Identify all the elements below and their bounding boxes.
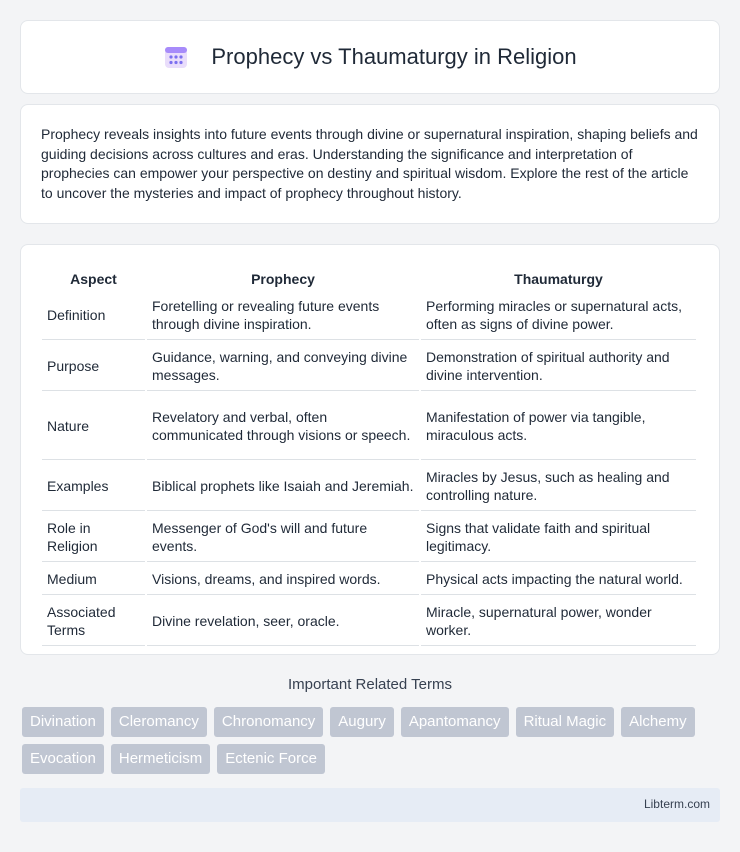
row-aspect: Associated Terms	[42, 597, 145, 646]
comparison-table	[40, 265, 698, 648]
table-row	[42, 513, 696, 562]
row-thaumaturgy: Signs that validate faith and spiritual legitimacy.	[421, 513, 696, 562]
row-thaumaturgy: Miracles by Jesus, such as healing and controlling nature.	[421, 462, 696, 511]
intro-card	[20, 104, 720, 224]
related-tag-alchemy[interactable]: Alchemy	[621, 707, 695, 737]
row-aspect: Purpose	[42, 342, 145, 391]
row-prophecy: Foretelling or revealing future events through divine inspiration.	[147, 291, 419, 340]
header-card	[20, 20, 720, 94]
table-row	[42, 564, 696, 595]
row-aspect: Nature	[42, 393, 145, 460]
related-terms-list	[22, 707, 722, 781]
row-thaumaturgy: Physical acts impacting the natural world.	[421, 564, 696, 595]
footer-site-link[interactable]: Libterm.com	[643, 797, 710, 811]
footer	[20, 788, 720, 822]
row-prophecy: Revelatory and verbal, often communicated through visions or speech.	[147, 393, 419, 460]
row-thaumaturgy: Manifestation of power via tangible, miraculous acts.	[421, 393, 696, 460]
table-row	[42, 393, 696, 460]
related-tag-augury[interactable]: Augury	[330, 707, 394, 737]
table-row	[42, 597, 696, 646]
table-row	[42, 291, 696, 340]
related-tag-evocation[interactable]: Evocation	[22, 744, 104, 774]
row-prophecy: Messenger of God's will and future events.	[147, 513, 419, 562]
related-tag-ectenic-force[interactable]: Ectenic Force	[217, 744, 325, 774]
table-row	[42, 342, 696, 391]
related-tag-ritual-magic[interactable]: Ritual Magic	[516, 707, 615, 737]
row-prophecy: Divine revelation, seer, oracle.	[147, 597, 419, 646]
row-thaumaturgy: Miracle, supernatural power, wonder worker.	[421, 597, 696, 646]
page-title: Prophecy vs Thaumaturgy in Religion	[211, 44, 577, 69]
row-prophecy: Guidance, warning, and conveying divine messages.	[147, 342, 419, 391]
row-aspect: Definition	[42, 291, 145, 340]
row-aspect: Medium	[42, 564, 145, 595]
row-thaumaturgy: Performing miracles or supernatural acts, often as signs of divine power.	[421, 291, 696, 340]
intro-text: Prophecy reveals insights into future events through divine or supernatural inspiration, shaping beliefs and guiding decisions across cultures and eras. Understanding the significance and interpretation of prophecies can empower your perspective on destiny and spiritual wisdom. Explore the rest of the article to uncover the mysteries and impact of prophecy throughout history.	[41, 126, 698, 201]
related-tag-chronomancy[interactable]: Chronomancy	[214, 707, 323, 737]
related-tag-divination[interactable]: Divination	[22, 707, 104, 737]
row-aspect: Role in Religion	[42, 513, 145, 562]
related-tag-cleromancy[interactable]: Cleromancy	[111, 707, 207, 737]
calendar-icon	[163, 44, 189, 70]
table-header-row	[42, 267, 696, 289]
row-prophecy: Visions, dreams, and inspired words.	[147, 564, 419, 595]
row-aspect: Examples	[42, 462, 145, 511]
header-aspect: Aspect	[70, 271, 117, 287]
header-thaumaturgy: Thaumaturgy	[514, 271, 603, 287]
row-thaumaturgy: Demonstration of spiritual authority and divine intervention.	[421, 342, 696, 391]
related-terms-title: Important Related Terms	[288, 676, 452, 693]
table-row	[42, 462, 696, 511]
comparison-table-card	[20, 244, 720, 655]
related-tag-apantomancy[interactable]: Apantomancy	[401, 707, 509, 737]
header-prophecy: Prophecy	[251, 271, 315, 287]
row-prophecy: Biblical prophets like Isaiah and Jeremiah.	[147, 462, 419, 511]
related-tag-hermeticism[interactable]: Hermeticism	[111, 744, 210, 774]
